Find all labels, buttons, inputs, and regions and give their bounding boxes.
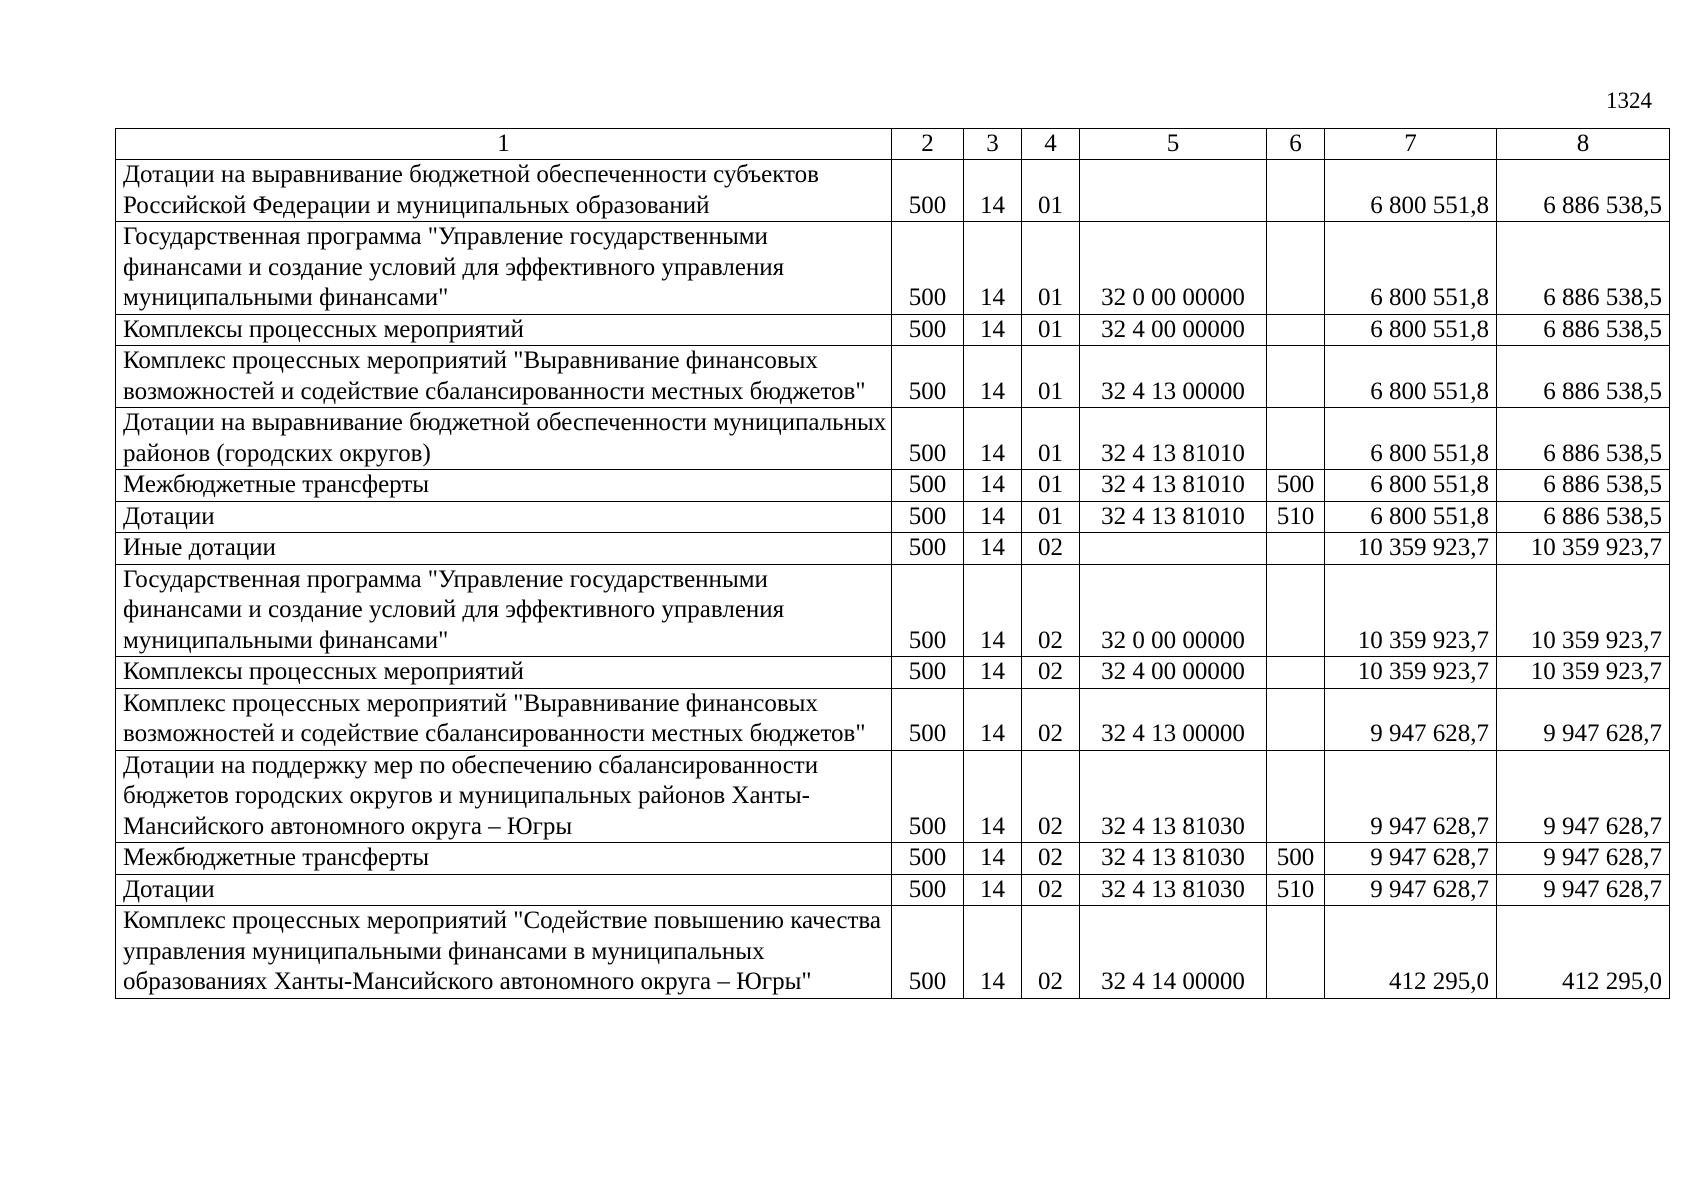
header-cell: 3 [964, 129, 1022, 160]
cell-col2: 500 [892, 564, 964, 657]
cell-col7: 9 947 628,7 [1325, 688, 1497, 750]
cell-col5 [1080, 533, 1267, 565]
cell-col2: 500 [892, 160, 964, 222]
cell-col2: 500 [892, 874, 964, 906]
cell-col3: 14 [964, 314, 1022, 346]
cell-name: Дотации на поддержку мер по обеспечению сбалансированности бюджетов городских округов и муниципальных районов Ханты-Мансийского автономного округа – Югры [116, 750, 892, 843]
cell-col4: 01 [1022, 501, 1080, 533]
cell-col8: 6 886 538,5 [1497, 470, 1670, 502]
cell-col7: 412 295,0 [1325, 906, 1497, 999]
cell-col8: 6 886 538,5 [1497, 501, 1670, 533]
cell-col8: 6 886 538,5 [1497, 346, 1670, 408]
cell-name: Дотации на выравнивание бюджетной обеспеченности муниципальных районов (городских округов) [116, 408, 892, 470]
cell-col4: 02 [1022, 750, 1080, 843]
cell-col6 [1267, 533, 1325, 565]
budget-table [115, 128, 1670, 999]
table-row [116, 906, 1670, 999]
cell-col4: 02 [1022, 688, 1080, 750]
cell-col7: 6 800 551,8 [1325, 346, 1497, 408]
table-row [116, 470, 1670, 502]
cell-col2: 500 [892, 688, 964, 750]
cell-col3: 14 [964, 533, 1022, 565]
table-row [116, 750, 1670, 843]
cell-name: Комплексы процессных мероприятий [116, 657, 892, 689]
cell-col5 [1080, 160, 1267, 222]
header-cell: 1 [116, 129, 892, 160]
cell-col8: 10 359 923,7 [1497, 564, 1670, 657]
cell-col4: 01 [1022, 346, 1080, 408]
cell-name: Межбюджетные трансферты [116, 470, 892, 502]
table-header-row [116, 129, 1670, 160]
cell-col3: 14 [964, 564, 1022, 657]
table-row [116, 314, 1670, 346]
header-cell: 7 [1325, 129, 1497, 160]
cell-col5: 32 4 13 00000 [1080, 346, 1267, 408]
page-number: 1324 [1606, 88, 1652, 113]
cell-col8: 9 947 628,7 [1497, 874, 1670, 906]
cell-col5: 32 4 13 81030 [1080, 874, 1267, 906]
table-row [116, 501, 1670, 533]
cell-col8: 9 947 628,7 [1497, 843, 1670, 875]
cell-col5: 32 4 13 81010 [1080, 408, 1267, 470]
cell-col6 [1267, 160, 1325, 222]
cell-col7: 6 800 551,8 [1325, 408, 1497, 470]
cell-name: Государственная программа "Управление государственными финансами и создание условий для эффективного управления муниципальными финансами" [116, 564, 892, 657]
table-row [116, 408, 1670, 470]
cell-col2: 500 [892, 657, 964, 689]
table-body [116, 129, 1670, 999]
table-row [116, 657, 1670, 689]
cell-name: Межбюджетные трансферты [116, 843, 892, 875]
cell-col4: 01 [1022, 160, 1080, 222]
cell-col4: 02 [1022, 843, 1080, 875]
cell-col3: 14 [964, 657, 1022, 689]
cell-col8: 9 947 628,7 [1497, 688, 1670, 750]
cell-col2: 500 [892, 470, 964, 502]
cell-col5: 32 4 13 81010 [1080, 501, 1267, 533]
cell-col3: 14 [964, 470, 1022, 502]
cell-col7: 9 947 628,7 [1325, 750, 1497, 843]
cell-col6 [1267, 346, 1325, 408]
cell-col8: 6 886 538,5 [1497, 222, 1670, 315]
header-cell: 5 [1080, 129, 1267, 160]
cell-col7: 6 800 551,8 [1325, 314, 1497, 346]
cell-name: Государственная программа "Управление государственными финансами и создание условий для эффективного управления муниципальными финансами" [116, 222, 892, 315]
cell-name: Комплекс процессных мероприятий "Содействие повышению качества управления муниципальными финансами в муниципальных образованиях Ханты-Мансийского автономного округа – Югры" [116, 906, 892, 999]
cell-col4: 02 [1022, 564, 1080, 657]
cell-col5: 32 4 13 81010 [1080, 470, 1267, 502]
cell-name: Дотации на выравнивание бюджетной обеспеченности субъектов Российской Федерации и муниципальных образований [116, 160, 892, 222]
cell-col6 [1267, 222, 1325, 315]
cell-col2: 500 [892, 750, 964, 843]
cell-col5: 32 4 13 00000 [1080, 688, 1267, 750]
cell-col5: 32 4 14 00000 [1080, 906, 1267, 999]
cell-col7: 10 359 923,7 [1325, 564, 1497, 657]
cell-col2: 500 [892, 222, 964, 315]
cell-col5: 32 0 00 00000 [1080, 222, 1267, 315]
header-cell: 6 [1267, 129, 1325, 160]
table-row [116, 874, 1670, 906]
cell-col5: 32 4 00 00000 [1080, 314, 1267, 346]
cell-col5: 32 0 00 00000 [1080, 564, 1267, 657]
cell-name: Комплекс процессных мероприятий "Выравнивание финансовых возможностей и содействие сбалансированности местных бюджетов" [116, 346, 892, 408]
header-cell: 8 [1497, 129, 1670, 160]
cell-col7: 6 800 551,8 [1325, 501, 1497, 533]
cell-col5: 32 4 00 00000 [1080, 657, 1267, 689]
table-row [116, 222, 1670, 315]
cell-col4: 01 [1022, 222, 1080, 315]
cell-col4: 02 [1022, 906, 1080, 999]
cell-name: Комплексы процессных мероприятий [116, 314, 892, 346]
header-cell: 2 [892, 129, 964, 160]
table-row [116, 160, 1670, 222]
cell-col3: 14 [964, 843, 1022, 875]
cell-col6 [1267, 657, 1325, 689]
cell-col3: 14 [964, 874, 1022, 906]
table-row [116, 533, 1670, 565]
cell-col3: 14 [964, 222, 1022, 315]
cell-col7: 9 947 628,7 [1325, 874, 1497, 906]
cell-col7: 6 800 551,8 [1325, 470, 1497, 502]
cell-name: Дотации [116, 501, 892, 533]
cell-col3: 14 [964, 160, 1022, 222]
cell-col2: 500 [892, 408, 964, 470]
cell-col6 [1267, 564, 1325, 657]
cell-col8: 6 886 538,5 [1497, 160, 1670, 222]
cell-col4: 01 [1022, 408, 1080, 470]
cell-col6 [1267, 906, 1325, 999]
cell-name: Комплекс процессных мероприятий "Выравнивание финансовых возможностей и содействие сбалансированности местных бюджетов" [116, 688, 892, 750]
cell-col8: 9 947 628,7 [1497, 750, 1670, 843]
cell-col3: 14 [964, 346, 1022, 408]
cell-name: Иные дотации [116, 533, 892, 565]
cell-col7: 9 947 628,7 [1325, 843, 1497, 875]
cell-col6: 500 [1267, 843, 1325, 875]
table-row [116, 688, 1670, 750]
cell-col3: 14 [964, 408, 1022, 470]
cell-col7: 6 800 551,8 [1325, 222, 1497, 315]
cell-col6: 510 [1267, 501, 1325, 533]
cell-col4: 02 [1022, 657, 1080, 689]
cell-col5: 32 4 13 81030 [1080, 750, 1267, 843]
table-row [116, 843, 1670, 875]
cell-col8: 10 359 923,7 [1497, 657, 1670, 689]
cell-col5: 32 4 13 81030 [1080, 843, 1267, 875]
cell-col3: 14 [964, 688, 1022, 750]
cell-col8: 6 886 538,5 [1497, 408, 1670, 470]
cell-col6 [1267, 750, 1325, 843]
header-cell: 4 [1022, 129, 1080, 160]
cell-name: Дотации [116, 874, 892, 906]
cell-col2: 500 [892, 843, 964, 875]
cell-col2: 500 [892, 501, 964, 533]
table-row [116, 564, 1670, 657]
cell-col8: 412 295,0 [1497, 906, 1670, 999]
cell-col3: 14 [964, 501, 1022, 533]
cell-col4: 01 [1022, 314, 1080, 346]
cell-col2: 500 [892, 533, 964, 565]
table-row [116, 346, 1670, 408]
cell-col2: 500 [892, 346, 964, 408]
cell-col7: 10 359 923,7 [1325, 533, 1497, 565]
cell-col2: 500 [892, 906, 964, 999]
cell-col6: 500 [1267, 470, 1325, 502]
cell-col4: 02 [1022, 874, 1080, 906]
cell-col2: 500 [892, 314, 964, 346]
cell-col6 [1267, 688, 1325, 750]
cell-col7: 10 359 923,7 [1325, 657, 1497, 689]
cell-col3: 14 [964, 750, 1022, 843]
cell-col6: 510 [1267, 874, 1325, 906]
cell-col6 [1267, 314, 1325, 346]
cell-col6 [1267, 408, 1325, 470]
cell-col7: 6 800 551,8 [1325, 160, 1497, 222]
cell-col4: 02 [1022, 533, 1080, 565]
cell-col4: 01 [1022, 470, 1080, 502]
cell-col8: 6 886 538,5 [1497, 314, 1670, 346]
cell-col3: 14 [964, 906, 1022, 999]
cell-col8: 10 359 923,7 [1497, 533, 1670, 565]
